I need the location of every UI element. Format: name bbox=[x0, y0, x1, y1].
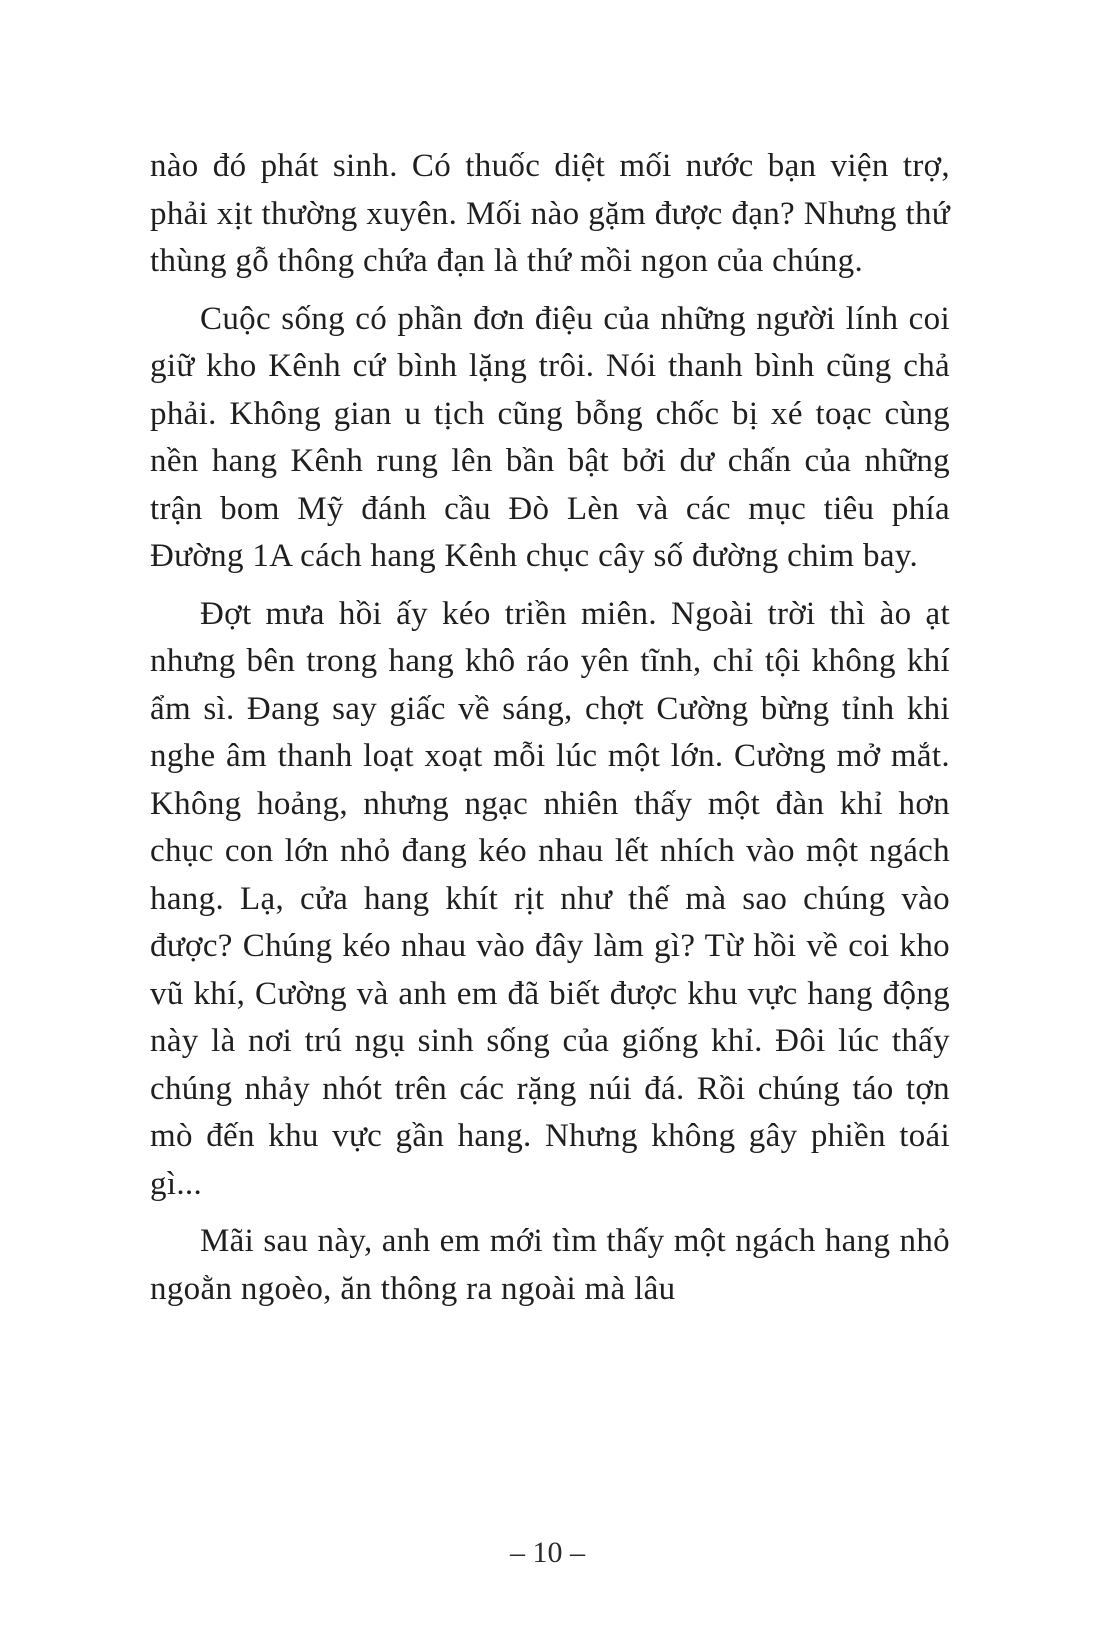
paragraph: Cuộc sống có phần đơn điệu của những người lính coi giữ kho Kênh cứ bình lặng trôi. Nói thanh bình cũng chả phải. Không gian u tịch cũng bỗng chốc bị xé toạc cùng nền hang Kênh rung lên bần bật bởi dư chấn của những trận bom Mỹ đánh cầu Đò Lèn và các mục tiêu phía Đường 1A cách hang Kênh chục cây số đường chim bay. bbox=[150, 300, 950, 574]
paragraph-continuation: nào đó phát sinh. Có thuốc diệt mối nước bạn viện trợ, phải xịt thường xuyên. Mối nào gặm được đạn? Nhưng thứ thùng gỗ thông chứa đạn là thứ mồi ngon của chúng. bbox=[150, 148, 950, 279]
paragraph: Đợt mưa hồi ấy kéo triền miên. Ngoài trời thì ào ạt nhưng bên trong hang khô ráo yên tĩnh, chỉ tội không khí ẩm sì. Đang say giấc về sáng, chợt Cường bừng tỉnh khi nghe âm thanh loạt xoạt mỗi lúc một lớn. Cường mở mắt. Không hoảng, nhưng ngạc nhiên thấy một đàn khỉ hơn chục con lớn nhỏ đang kéo nhau lết nhích vào một ngách hang. Lạ, cửa hang khít rịt như thế mà sao chúng vào được? Chúng kéo nhau vào đây làm gì? Từ hồi về coi kho vũ khí, Cường và anh em đã biết được khu vực hang động này là nơi trú ngụ sinh sống của giống khỉ. Đôi lúc thấy chúng nhảy nhót trên các rặng núi đá. Rồi chúng táo tợn mò đến khu vực gần hang. Nhưng không gây phiền toái gì... bbox=[150, 595, 950, 1202]
paragraph: Mãi sau này, anh em mới tìm thấy một ngách hang nhỏ ngoằn ngoèo, ăn thông ra ngoài mà lâu bbox=[150, 1223, 950, 1307]
page-number: – 10 – bbox=[510, 1536, 585, 1569]
body-text bbox=[150, 143, 950, 1313]
